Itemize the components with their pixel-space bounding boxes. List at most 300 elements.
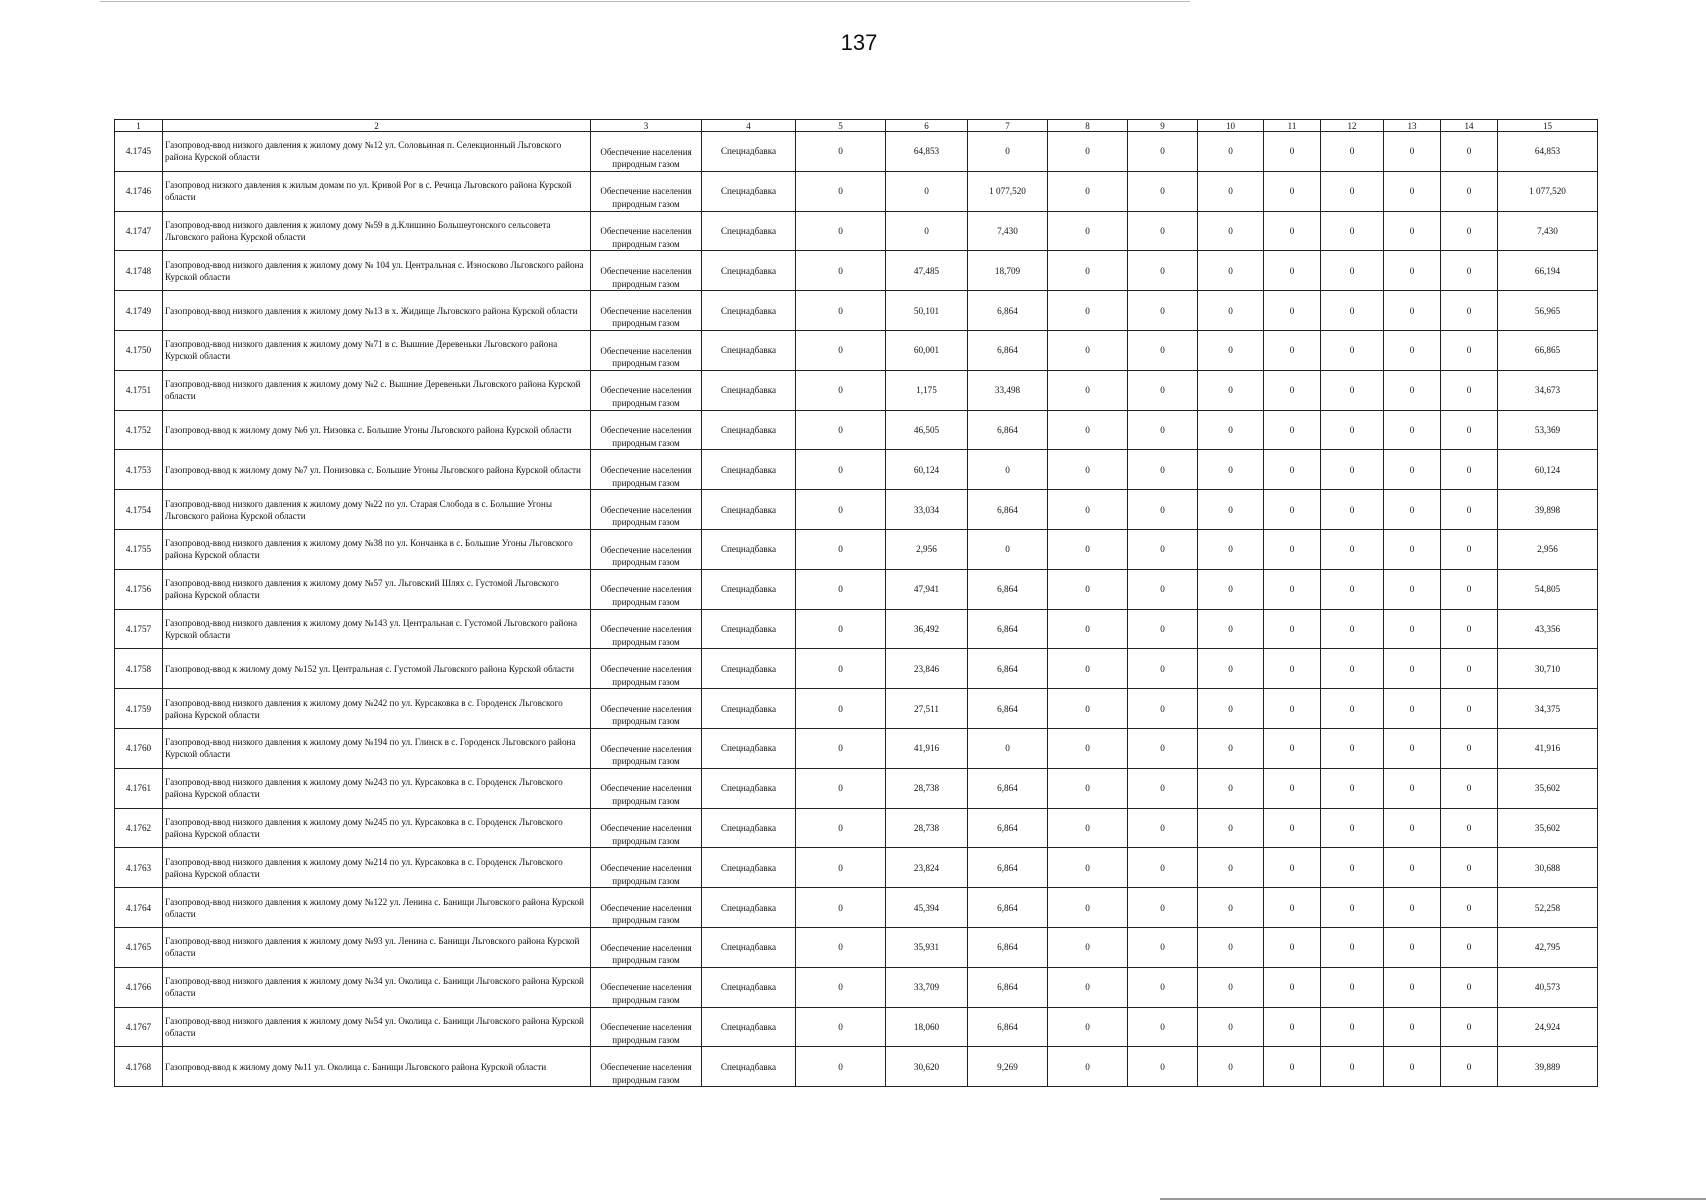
value-cell-col-8: 0: [1048, 529, 1128, 569]
purpose-cell: Обеспечение населения природным газом: [591, 132, 702, 172]
value-cell-col-14: 0: [1441, 927, 1498, 967]
value-cell-col-14: 0: [1441, 888, 1498, 928]
value-cell-col-11: 0: [1264, 848, 1321, 888]
value-cell-col-8: 0: [1048, 649, 1128, 689]
value-cell-col-14: 0: [1441, 529, 1498, 569]
funding-source-cell: Спецнадбавка: [702, 132, 796, 172]
value-cell-col-6: 27,511: [886, 689, 968, 729]
value-cell-col-11: 0: [1264, 450, 1321, 490]
value-cell-col-11: 0: [1264, 370, 1321, 410]
value-cell-col-12: 0: [1321, 728, 1384, 768]
value-cell-col-12: 0: [1321, 132, 1384, 172]
column-header-12: 12: [1321, 120, 1384, 132]
table-row: [115, 609, 1598, 649]
value-cell-col-11: 0: [1264, 490, 1321, 530]
value-cell-col-7: 6,864: [968, 410, 1048, 450]
value-cell-col-15: 39,889: [1498, 1047, 1598, 1087]
value-cell-col-7: 6,864: [968, 888, 1048, 928]
purpose-cell: Обеспечение населения природным газом: [591, 689, 702, 729]
table-row: [115, 330, 1598, 370]
value-cell-col-12: 0: [1321, 927, 1384, 967]
column-header-13: 13: [1384, 120, 1441, 132]
column-header-4: 4: [702, 120, 796, 132]
value-cell-col-12: 0: [1321, 569, 1384, 609]
value-cell-col-10: 0: [1198, 132, 1264, 172]
value-cell-col-5: 0: [796, 888, 886, 928]
value-cell-col-9: 0: [1128, 1047, 1198, 1087]
funding-source-cell: Спецнадбавка: [702, 569, 796, 609]
table-row: [115, 927, 1598, 967]
value-cell-col-15: 2,956: [1498, 529, 1598, 569]
value-cell-col-11: 0: [1264, 689, 1321, 729]
value-cell-col-8: 0: [1048, 967, 1128, 1007]
scan-artifact-top-line: [100, 1, 1190, 2]
value-cell-col-15: 53,369: [1498, 410, 1598, 450]
column-header-15: 15: [1498, 120, 1598, 132]
value-cell-col-12: 0: [1321, 171, 1384, 211]
funding-source-cell: Спецнадбавка: [702, 728, 796, 768]
value-cell-col-8: 0: [1048, 1007, 1128, 1047]
row-number-cell: 4.1748: [115, 251, 163, 291]
value-cell-col-9: 0: [1128, 927, 1198, 967]
value-cell-col-6: 33,034: [886, 490, 968, 530]
value-cell-col-10: 0: [1198, 808, 1264, 848]
value-cell-col-9: 0: [1128, 649, 1198, 689]
table-body: [115, 132, 1598, 1087]
value-cell-col-10: 0: [1198, 848, 1264, 888]
value-cell-col-10: 0: [1198, 490, 1264, 530]
value-cell-col-8: 0: [1048, 927, 1128, 967]
table-row: [115, 132, 1598, 172]
object-name-cell: Газопровод-ввод низкого давления к жилому дому №2 с. Вышние Деревеньки Льговского района Курской области: [163, 370, 591, 410]
value-cell-col-15: 30,688: [1498, 848, 1598, 888]
value-cell-col-14: 0: [1441, 251, 1498, 291]
object-name-cell: Газопровод-ввод низкого давления к жилому дому №12 ул. Соловьиная п. Селекционный Льговского района Курской области: [163, 132, 591, 172]
value-cell-col-8: 0: [1048, 569, 1128, 609]
row-number-cell: 4.1766: [115, 967, 163, 1007]
value-cell-col-10: 0: [1198, 689, 1264, 729]
object-name-cell: Газопровод-ввод к жилому дому №11 ул. Околица с. Банищи Льговского района Курской области: [163, 1047, 591, 1087]
value-cell-col-6: 60,001: [886, 330, 968, 370]
value-cell-col-7: 1 077,520: [968, 171, 1048, 211]
value-cell-col-15: 30,710: [1498, 649, 1598, 689]
value-cell-col-5: 0: [796, 132, 886, 172]
purpose-cell: Обеспечение населения природным газом: [591, 529, 702, 569]
column-header-8: 8: [1048, 120, 1128, 132]
value-cell-col-9: 0: [1128, 967, 1198, 1007]
value-cell-col-12: 0: [1321, 1047, 1384, 1087]
table-row: [115, 888, 1598, 928]
value-cell-col-5: 0: [796, 649, 886, 689]
value-cell-col-15: 54,805: [1498, 569, 1598, 609]
value-cell-col-6: 35,931: [886, 927, 968, 967]
object-name-cell: Газопровод-ввод низкого давления к жилому дому №13 в х. Жидище Льговского района Курской области: [163, 291, 591, 331]
value-cell-col-15: 40,573: [1498, 967, 1598, 1007]
value-cell-col-10: 0: [1198, 410, 1264, 450]
value-cell-col-15: 43,356: [1498, 609, 1598, 649]
value-cell-col-9: 0: [1128, 370, 1198, 410]
value-cell-col-10: 0: [1198, 1047, 1264, 1087]
value-cell-col-5: 0: [796, 450, 886, 490]
column-header-5: 5: [796, 120, 886, 132]
value-cell-col-13: 0: [1384, 370, 1441, 410]
object-name-cell: Газопровод-ввод низкого давления к жилому дому № 104 ул. Центральная с. Износково Льговского района Курской области: [163, 251, 591, 291]
funding-source-cell: Спецнадбавка: [702, 291, 796, 331]
funding-source-cell: Спецнадбавка: [702, 330, 796, 370]
value-cell-col-13: 0: [1384, 330, 1441, 370]
value-cell-col-15: 66,194: [1498, 251, 1598, 291]
value-cell-col-13: 0: [1384, 808, 1441, 848]
purpose-cell: Обеспечение населения природным газом: [591, 728, 702, 768]
row-number-cell: 4.1750: [115, 330, 163, 370]
funding-source-cell: Спецнадбавка: [702, 1007, 796, 1047]
value-cell-col-12: 0: [1321, 689, 1384, 729]
value-cell-col-7: 6,864: [968, 768, 1048, 808]
value-cell-col-5: 0: [796, 251, 886, 291]
value-cell-col-13: 0: [1384, 1047, 1441, 1087]
value-cell-col-10: 0: [1198, 768, 1264, 808]
object-name-cell: Газопровод-ввод низкого давления к жилому дому №22 по ул. Старая Слобода в с. Большие Угоны Льговского района Курской области: [163, 490, 591, 530]
funding-source-cell: Спецнадбавка: [702, 967, 796, 1007]
value-cell-col-13: 0: [1384, 609, 1441, 649]
value-cell-col-6: 46,505: [886, 410, 968, 450]
value-cell-col-13: 0: [1384, 410, 1441, 450]
value-cell-col-14: 0: [1441, 330, 1498, 370]
value-cell-col-9: 0: [1128, 291, 1198, 331]
value-cell-col-5: 0: [796, 171, 886, 211]
purpose-cell: Обеспечение населения природным газом: [591, 211, 702, 251]
value-cell-col-11: 0: [1264, 291, 1321, 331]
value-cell-col-7: 6,864: [968, 291, 1048, 331]
value-cell-col-13: 0: [1384, 171, 1441, 211]
row-number-cell: 4.1752: [115, 410, 163, 450]
object-name-cell: Газопровод-ввод низкого давления к жилому дому №214 по ул. Курсаковка в с. Городенск Льговского района Курской области: [163, 848, 591, 888]
value-cell-col-6: 60,124: [886, 450, 968, 490]
value-cell-col-10: 0: [1198, 1007, 1264, 1047]
value-cell-col-13: 0: [1384, 728, 1441, 768]
value-cell-col-11: 0: [1264, 728, 1321, 768]
row-number-cell: 4.1767: [115, 1007, 163, 1047]
value-cell-col-15: 35,602: [1498, 808, 1598, 848]
value-cell-col-9: 0: [1128, 689, 1198, 729]
funding-source-cell: Спецнадбавка: [702, 808, 796, 848]
funding-source-cell: Спецнадбавка: [702, 529, 796, 569]
value-cell-col-7: 6,864: [968, 967, 1048, 1007]
object-name-cell: Газопровод-ввод низкого давления к жилому дому №143 ул. Центральная с. Густомой Льговского района Курской области: [163, 609, 591, 649]
object-name-cell: Газопровод-ввод к жилому дому №152 ул. Центральная с. Густомой Льговского района Курской области: [163, 649, 591, 689]
object-name-cell: Газопровод-ввод низкого давления к жилому дому №194 по ул. Глинск в с. Городенск Льговского района Курской области: [163, 728, 591, 768]
column-header-10: 10: [1198, 120, 1264, 132]
object-name-cell: Газопровод-ввод низкого давления к жилому дому №34 ул. Околица с. Банищи Льговского района Курской области: [163, 967, 591, 1007]
row-number-cell: 4.1747: [115, 211, 163, 251]
value-cell-col-5: 0: [796, 728, 886, 768]
value-cell-col-12: 0: [1321, 888, 1384, 928]
value-cell-col-13: 0: [1384, 132, 1441, 172]
value-cell-col-14: 0: [1441, 689, 1498, 729]
value-cell-col-12: 0: [1321, 967, 1384, 1007]
value-cell-col-7: 7,430: [968, 211, 1048, 251]
value-cell-col-14: 0: [1441, 410, 1498, 450]
table-row: [115, 967, 1598, 1007]
row-number-cell: 4.1749: [115, 291, 163, 331]
value-cell-col-11: 0: [1264, 967, 1321, 1007]
purpose-cell: Обеспечение населения природным газом: [591, 888, 702, 928]
object-name-cell: Газопровод-ввод низкого давления к жилому дому №245 по ул. Курсаковка в с. Городенск Льговского района Курской области: [163, 808, 591, 848]
value-cell-col-9: 0: [1128, 171, 1198, 211]
row-number-cell: 4.1756: [115, 569, 163, 609]
value-cell-col-12: 0: [1321, 1007, 1384, 1047]
value-cell-col-15: 41,916: [1498, 728, 1598, 768]
value-cell-col-6: 28,738: [886, 808, 968, 848]
value-cell-col-7: 0: [968, 450, 1048, 490]
funding-source-cell: Спецнадбавка: [702, 450, 796, 490]
value-cell-col-12: 0: [1321, 609, 1384, 649]
value-cell-col-11: 0: [1264, 1007, 1321, 1047]
value-cell-col-5: 0: [796, 1047, 886, 1087]
value-cell-col-11: 0: [1264, 649, 1321, 689]
value-cell-col-15: 66,865: [1498, 330, 1598, 370]
value-cell-col-7: 6,864: [968, 808, 1048, 848]
value-cell-col-9: 0: [1128, 728, 1198, 768]
value-cell-col-8: 0: [1048, 291, 1128, 331]
funding-source-cell: Спецнадбавка: [702, 927, 796, 967]
value-cell-col-7: 6,864: [968, 689, 1048, 729]
purpose-cell: Обеспечение населения природным газом: [591, 609, 702, 649]
value-cell-col-14: 0: [1441, 211, 1498, 251]
value-cell-col-6: 23,824: [886, 848, 968, 888]
purpose-cell: Обеспечение населения природным газом: [591, 808, 702, 848]
table-row: [115, 171, 1598, 211]
value-cell-col-9: 0: [1128, 410, 1198, 450]
value-cell-col-14: 0: [1441, 848, 1498, 888]
table-row: [115, 689, 1598, 729]
purpose-cell: Обеспечение населения природным газом: [591, 251, 702, 291]
value-cell-col-7: 6,864: [968, 609, 1048, 649]
purpose-cell: Обеспечение населения природным газом: [591, 1007, 702, 1047]
value-cell-col-13: 0: [1384, 529, 1441, 569]
data-table: [114, 119, 1598, 1087]
value-cell-col-15: 1 077,520: [1498, 171, 1598, 211]
value-cell-col-8: 0: [1048, 728, 1128, 768]
value-cell-col-12: 0: [1321, 410, 1384, 450]
value-cell-col-13: 0: [1384, 1007, 1441, 1047]
row-number-cell: 4.1745: [115, 132, 163, 172]
value-cell-col-6: 1,175: [886, 370, 968, 410]
table-row: [115, 490, 1598, 530]
value-cell-col-12: 0: [1321, 490, 1384, 530]
funding-source-cell: Спецнадбавка: [702, 251, 796, 291]
value-cell-col-12: 0: [1321, 808, 1384, 848]
value-cell-col-5: 0: [796, 1007, 886, 1047]
value-cell-col-10: 0: [1198, 370, 1264, 410]
value-cell-col-11: 0: [1264, 808, 1321, 848]
purpose-cell: Обеспечение населения природным газом: [591, 1047, 702, 1087]
table-row: [115, 211, 1598, 251]
value-cell-col-15: 42,795: [1498, 927, 1598, 967]
value-cell-col-6: 33,709: [886, 967, 968, 1007]
value-cell-col-10: 0: [1198, 330, 1264, 370]
value-cell-col-8: 0: [1048, 609, 1128, 649]
purpose-cell: Обеспечение населения природным газом: [591, 490, 702, 530]
value-cell-col-14: 0: [1441, 171, 1498, 211]
value-cell-col-10: 0: [1198, 609, 1264, 649]
value-cell-col-10: 0: [1198, 967, 1264, 1007]
value-cell-col-12: 0: [1321, 848, 1384, 888]
value-cell-col-14: 0: [1441, 768, 1498, 808]
value-cell-col-15: 64,853: [1498, 132, 1598, 172]
value-cell-col-13: 0: [1384, 251, 1441, 291]
value-cell-col-7: 6,864: [968, 330, 1048, 370]
funding-source-cell: Спецнадбавка: [702, 370, 796, 410]
value-cell-col-14: 0: [1441, 728, 1498, 768]
value-cell-col-10: 0: [1198, 927, 1264, 967]
purpose-cell: Обеспечение населения природным газом: [591, 927, 702, 967]
object-name-cell: Газопровод-ввод низкого давления к жилому дому №242 по ул. Курсаковка в с. Городенск Льговского района Курской области: [163, 689, 591, 729]
value-cell-col-5: 0: [796, 689, 886, 729]
value-cell-col-10: 0: [1198, 450, 1264, 490]
value-cell-col-9: 0: [1128, 490, 1198, 530]
value-cell-col-5: 0: [796, 569, 886, 609]
object-name-cell: Газопровод-ввод низкого давления к жилому дому №122 ул. Ленина с. Банищи Льговского района Курской области: [163, 888, 591, 928]
value-cell-col-13: 0: [1384, 888, 1441, 928]
value-cell-col-6: 28,738: [886, 768, 968, 808]
value-cell-col-15: 24,924: [1498, 1007, 1598, 1047]
funding-source-cell: Спецнадбавка: [702, 609, 796, 649]
table-row: [115, 649, 1598, 689]
value-cell-col-13: 0: [1384, 291, 1441, 331]
value-cell-col-9: 0: [1128, 848, 1198, 888]
value-cell-col-12: 0: [1321, 370, 1384, 410]
value-cell-col-12: 0: [1321, 450, 1384, 490]
value-cell-col-14: 0: [1441, 569, 1498, 609]
value-cell-col-12: 0: [1321, 251, 1384, 291]
value-cell-col-9: 0: [1128, 529, 1198, 569]
value-cell-col-7: 6,864: [968, 490, 1048, 530]
object-name-cell: Газопровод-ввод низкого давления к жилому дому №243 по ул. Курсаковка в с. Городенск Льговского района Курской области: [163, 768, 591, 808]
value-cell-col-8: 0: [1048, 330, 1128, 370]
value-cell-col-8: 0: [1048, 370, 1128, 410]
value-cell-col-9: 0: [1128, 768, 1198, 808]
value-cell-col-11: 0: [1264, 251, 1321, 291]
value-cell-col-12: 0: [1321, 529, 1384, 569]
value-cell-col-7: 6,864: [968, 848, 1048, 888]
purpose-cell: Обеспечение населения природным газом: [591, 171, 702, 211]
value-cell-col-12: 0: [1321, 330, 1384, 370]
value-cell-col-11: 0: [1264, 569, 1321, 609]
value-cell-col-14: 0: [1441, 1047, 1498, 1087]
value-cell-col-7: 0: [968, 529, 1048, 569]
column-header-11: 11: [1264, 120, 1321, 132]
row-number-cell: 4.1759: [115, 689, 163, 729]
table-row: [115, 251, 1598, 291]
value-cell-col-5: 0: [796, 808, 886, 848]
funding-source-cell: Спецнадбавка: [702, 888, 796, 928]
purpose-cell: Обеспечение населения природным газом: [591, 848, 702, 888]
value-cell-col-5: 0: [796, 330, 886, 370]
funding-source-cell: Спецнадбавка: [702, 1047, 796, 1087]
value-cell-col-9: 0: [1128, 1007, 1198, 1047]
object-name-cell: Газопровод-ввод низкого давления к жилому дому №57 ул. Льговский Шлях с. Густомой Льговского района Курской области: [163, 569, 591, 609]
column-header-1: 1: [115, 120, 163, 132]
value-cell-col-5: 0: [796, 967, 886, 1007]
column-header-14: 14: [1441, 120, 1498, 132]
object-name-cell: Газопровод-ввод к жилому дому №7 ул. Понизовка с. Большие Угоны Льговского района Курской области: [163, 450, 591, 490]
object-name-cell: Газопровод-ввод низкого давления к жилому дому №59 в д.Клишино Большеугонского сельсовета Льговского района Курской области: [163, 211, 591, 251]
value-cell-col-10: 0: [1198, 529, 1264, 569]
value-cell-col-14: 0: [1441, 450, 1498, 490]
page-number: 137: [840, 30, 878, 55]
row-number-cell: 4.1753: [115, 450, 163, 490]
value-cell-col-5: 0: [796, 410, 886, 450]
value-cell-col-13: 0: [1384, 689, 1441, 729]
value-cell-col-9: 0: [1128, 211, 1198, 251]
value-cell-col-11: 0: [1264, 330, 1321, 370]
value-cell-col-10: 0: [1198, 211, 1264, 251]
header-row: [115, 120, 1598, 132]
table-row: [115, 410, 1598, 450]
value-cell-col-14: 0: [1441, 808, 1498, 848]
value-cell-col-6: 41,916: [886, 728, 968, 768]
purpose-cell: Обеспечение населения природным газом: [591, 291, 702, 331]
value-cell-col-11: 0: [1264, 529, 1321, 569]
value-cell-col-6: 0: [886, 171, 968, 211]
table-header: [115, 120, 1598, 132]
value-cell-col-15: 56,965: [1498, 291, 1598, 331]
value-cell-col-10: 0: [1198, 569, 1264, 609]
row-number-cell: 4.1763: [115, 848, 163, 888]
purpose-cell: Обеспечение населения природным газом: [591, 330, 702, 370]
value-cell-col-9: 0: [1128, 609, 1198, 649]
column-header-6: 6: [886, 120, 968, 132]
value-cell-col-5: 0: [796, 291, 886, 331]
value-cell-col-13: 0: [1384, 967, 1441, 1007]
value-cell-col-15: 39,898: [1498, 490, 1598, 530]
value-cell-col-14: 0: [1441, 370, 1498, 410]
column-header-2: 2: [163, 120, 591, 132]
funding-source-cell: Спецнадбавка: [702, 689, 796, 729]
purpose-cell: Обеспечение населения природным газом: [591, 967, 702, 1007]
value-cell-col-13: 0: [1384, 848, 1441, 888]
row-number-cell: 4.1755: [115, 529, 163, 569]
value-cell-col-8: 0: [1048, 251, 1128, 291]
value-cell-col-8: 0: [1048, 171, 1128, 211]
value-cell-col-5: 0: [796, 370, 886, 410]
value-cell-col-8: 0: [1048, 1047, 1128, 1087]
table-row: [115, 1047, 1598, 1087]
row-number-cell: 4.1758: [115, 649, 163, 689]
value-cell-col-7: 33,498: [968, 370, 1048, 410]
value-cell-col-6: 47,485: [886, 251, 968, 291]
funding-source-cell: Спецнадбавка: [702, 410, 796, 450]
purpose-cell: Обеспечение населения природным газом: [591, 450, 702, 490]
object-name-cell: Газопровод-ввод низкого давления к жилому дому №38 по ул. Кончанка в с. Большие Угоны Льговского района Курской области: [163, 529, 591, 569]
column-header-7: 7: [968, 120, 1048, 132]
value-cell-col-15: 34,375: [1498, 689, 1598, 729]
value-cell-col-13: 0: [1384, 490, 1441, 530]
value-cell-col-13: 0: [1384, 569, 1441, 609]
value-cell-col-13: 0: [1384, 450, 1441, 490]
table-row: [115, 450, 1598, 490]
purpose-cell: Обеспечение населения природным газом: [591, 649, 702, 689]
value-cell-col-8: 0: [1048, 410, 1128, 450]
table-row: [115, 291, 1598, 331]
funding-source-cell: Спецнадбавка: [702, 211, 796, 251]
funding-source-cell: Спецнадбавка: [702, 490, 796, 530]
object-name-cell: Газопровод низкого давления к жилым домам по ул. Кривой Рог в с. Речица Льговского района Курской области: [163, 171, 591, 211]
value-cell-col-6: 2,956: [886, 529, 968, 569]
funding-source-cell: Спецнадбавка: [702, 171, 796, 211]
value-cell-col-5: 0: [796, 927, 886, 967]
